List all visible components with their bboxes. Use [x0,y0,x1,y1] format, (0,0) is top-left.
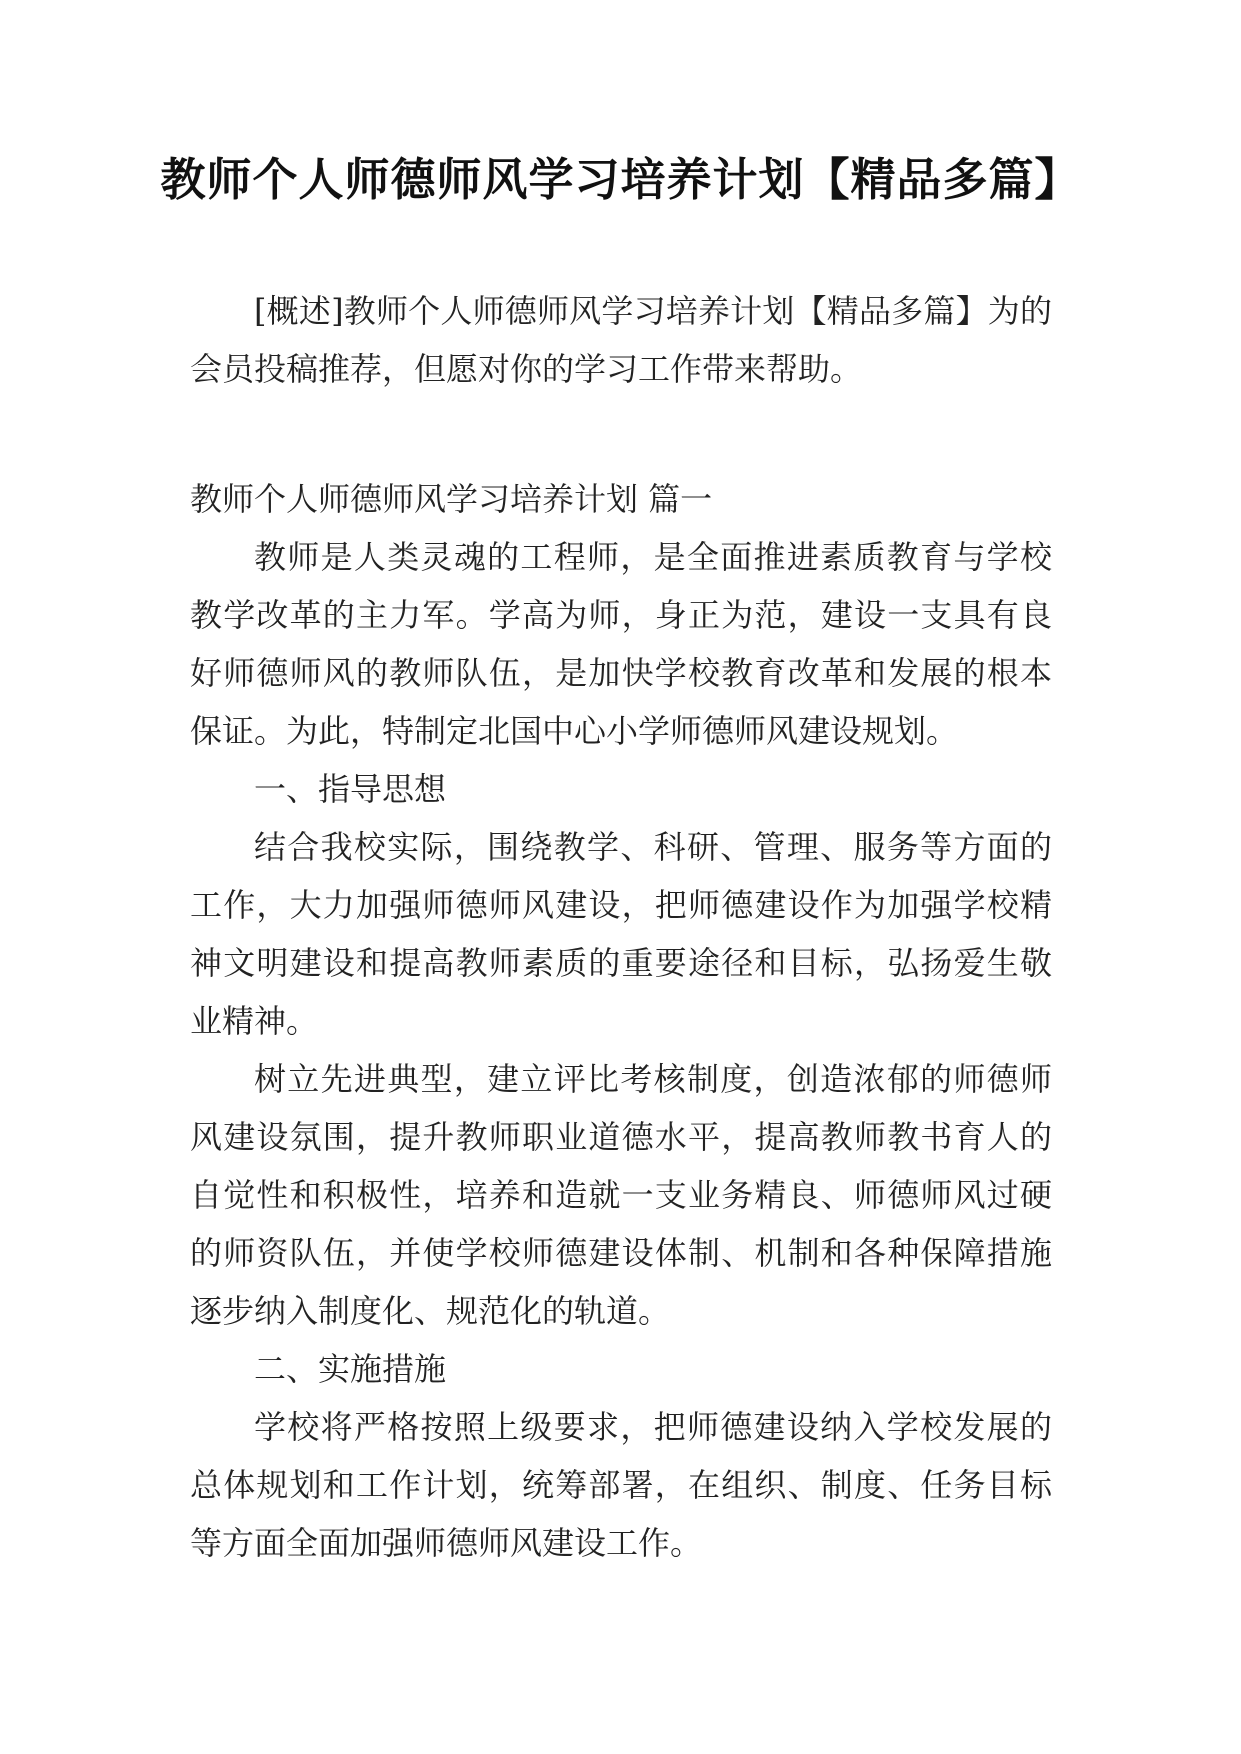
document-title: 教师个人师德师风学习培养计划【精品多篇】 [160,153,1081,206]
body-paragraph: 树立先进典型，建立评比考核制度，创造浓郁的师德师风建设氛围，提升教师职业道德水平，提高教师教书育人的自觉性和积极性，培养和造就一支业务精良、师德师风过硬的师资队伍，并使学校师德建设体制、机制和各种保障措施逐步纳入制度化、规范化的轨道。 [190,1060,1052,1330]
subheading-guiding-thought: 一、指导思想 [254,770,447,808]
section-heading: 教师个人师德师风学习培养计划 篇一 [190,480,713,518]
summary-paragraph: [概述]教师个人师德师风学习培养计划【精品多篇】为的会员投稿推荐，但愿对你的学习工作带来帮助。 [190,292,1052,388]
body-paragraph: 教师是人类灵魂的工程师，是全面推进素质教育与学校教学改革的主力军。学高为师，身正为范，建设一支具有良好师德师风的教师队伍，是加快学校教育改革和发展的根本保证。为此，特制定北国中心小学师德师风建设规划。 [190,538,1052,750]
document-body [190,282,1052,1572]
body-paragraph: 结合我校实际，围绕教学、科研、管理、服务等方面的工作，大力加强师德师风建设，把师德建设作为加强学校精神文明建设和提高教师素质的重要途径和目标，弘扬爱生敬业精神。 [190,828,1052,1040]
subheading-measures: 二、实施措施 [254,1350,447,1388]
body-paragraph: 学校将严格按照上级要求，把师德建设纳入学校发展的总体规划和工作计划，统筹部署，在组织、制度、任务目标等方面全面加强师德师风建设工作。 [190,1408,1052,1562]
spacer [190,398,1052,470]
